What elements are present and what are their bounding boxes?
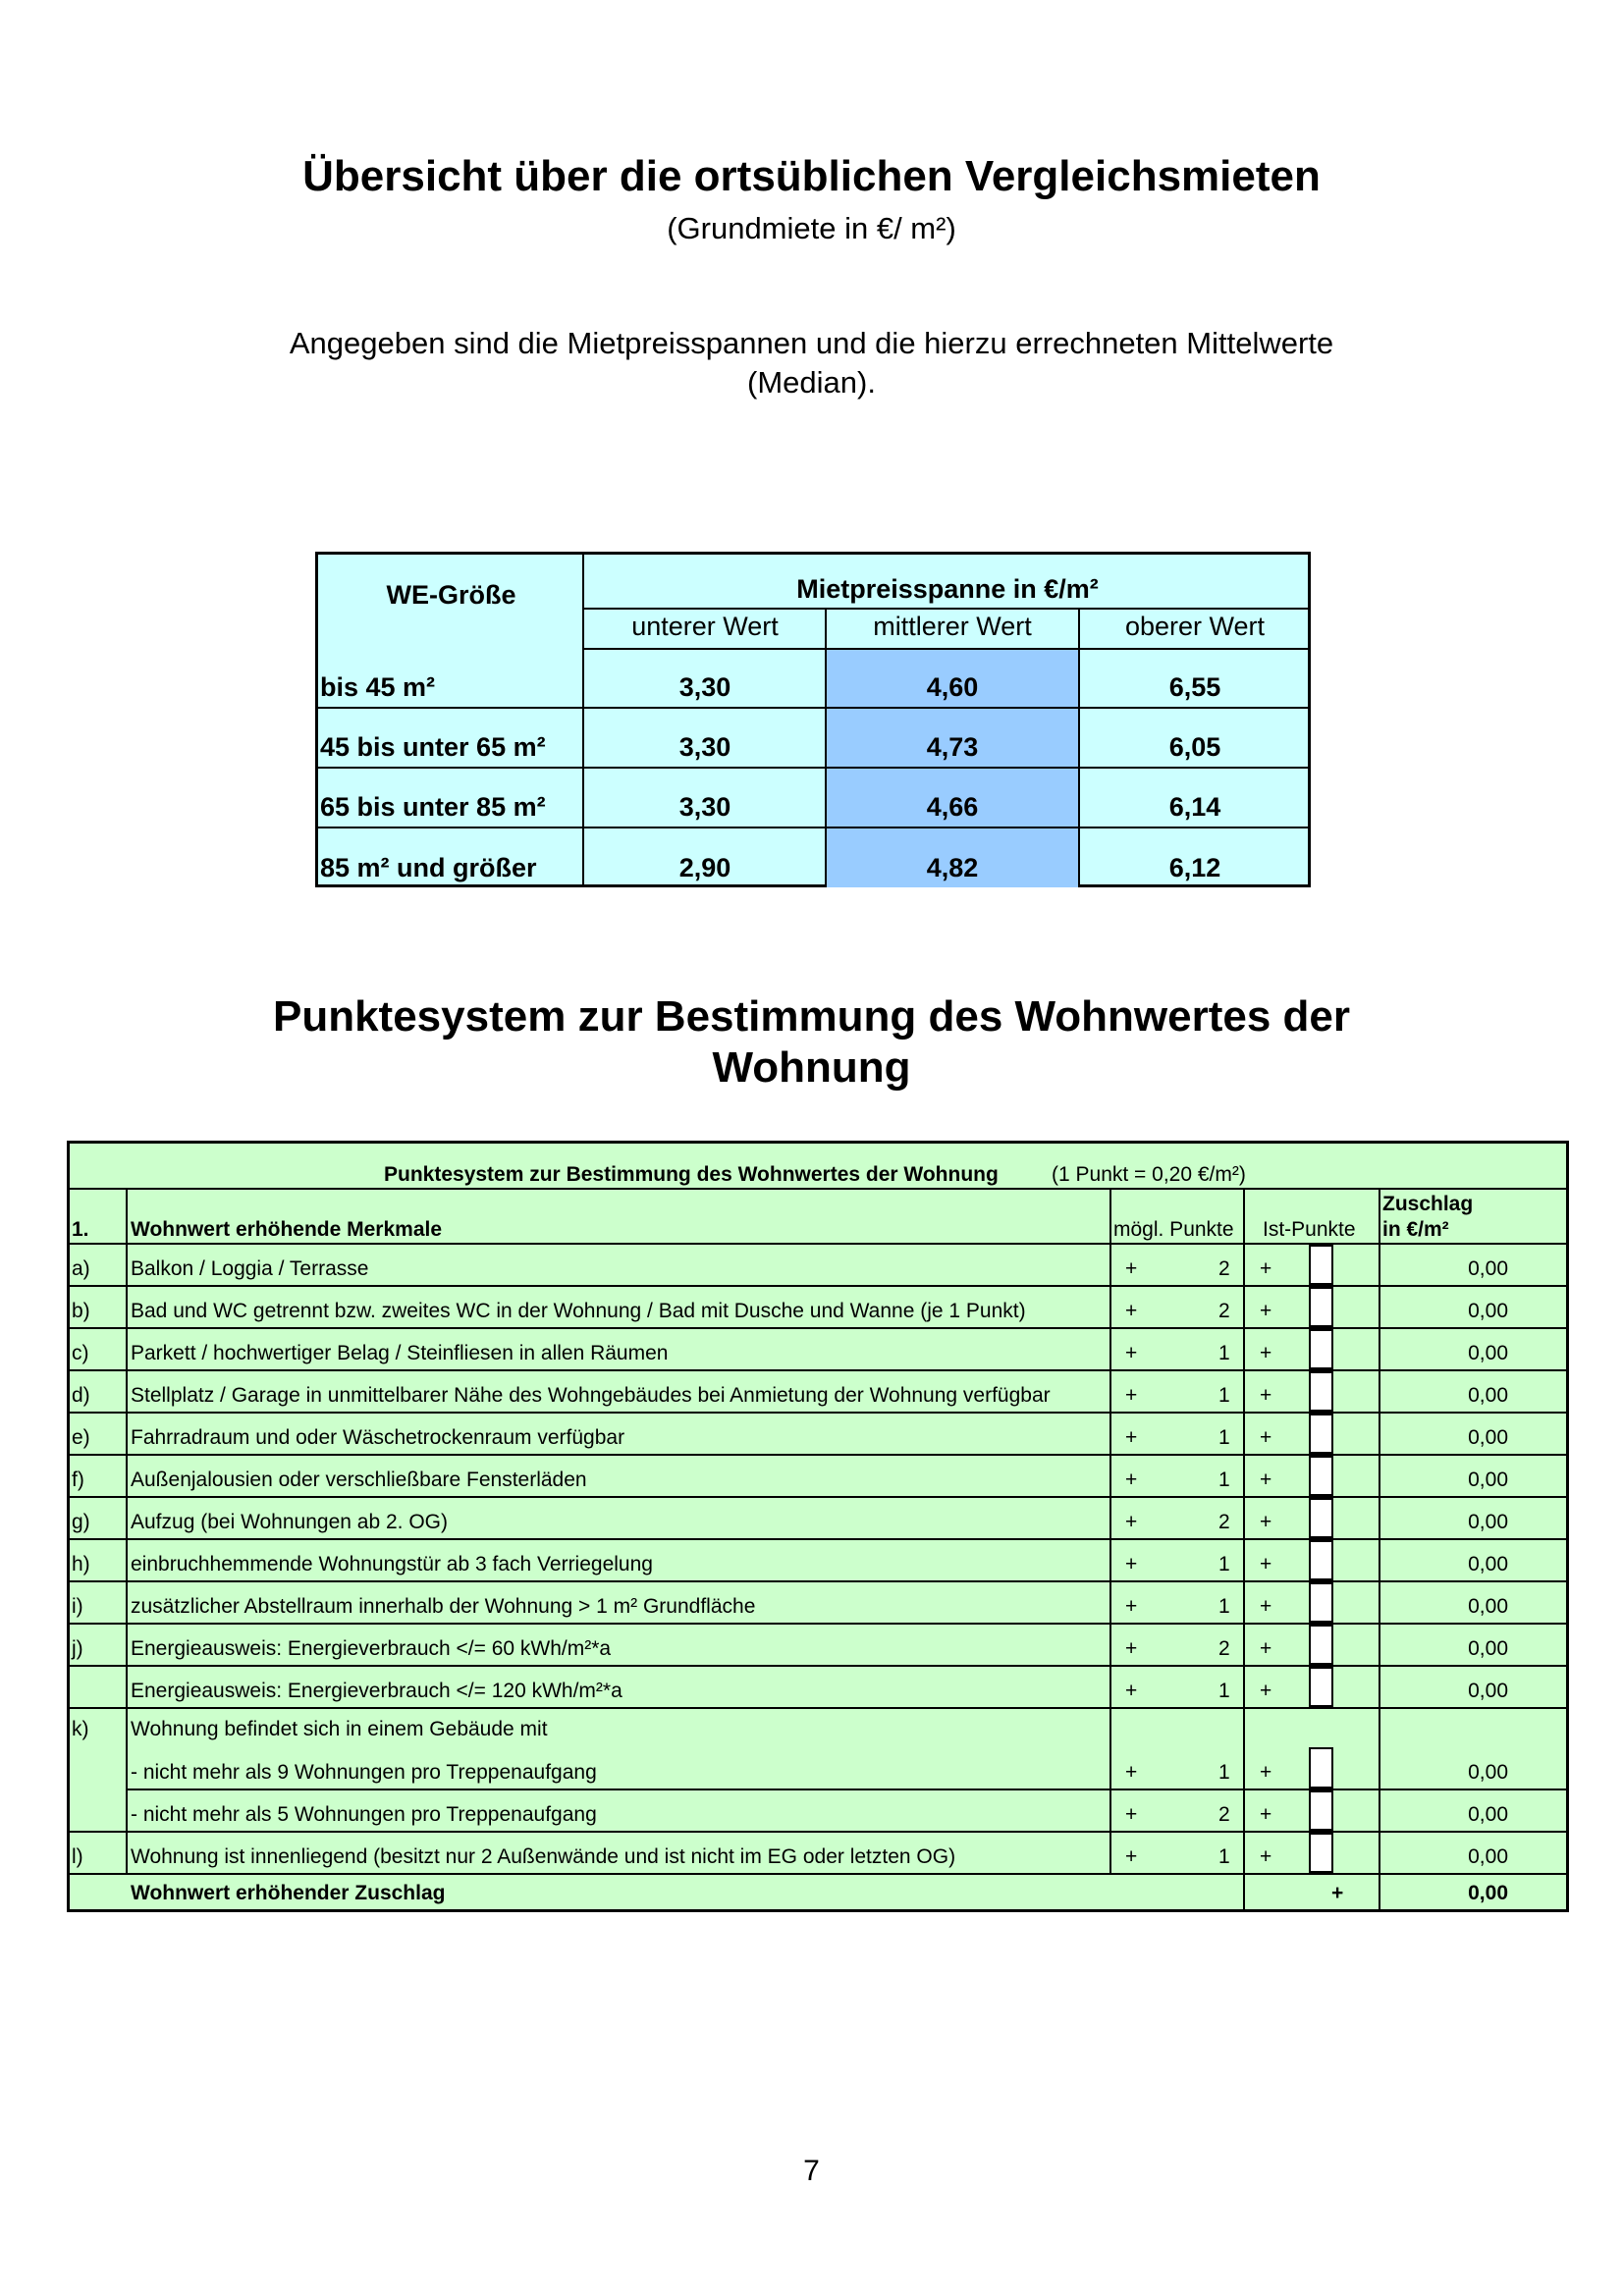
row-criterion: Bad und WC getrennt bzw. zweites WC in der Wohnung / Bad mit Dusche und Wanne (je 1 Punkt) (131, 1300, 1026, 1322)
row-possible-points: 1 (1218, 1680, 1230, 1702)
row-surcharge-value: 0,00 (1468, 1300, 1508, 1322)
row-plus: + (1125, 1680, 1138, 1702)
row-key: g) (72, 1511, 90, 1533)
row-actual-plus: + (1260, 1803, 1272, 1826)
actual-points-input[interactable] (1309, 1456, 1333, 1496)
actual-points-input[interactable] (1309, 1498, 1333, 1538)
section-label: Wohnwert erhöhende Merkmale (131, 1218, 443, 1241)
subheader-middle: mittlerer Wert (873, 612, 1032, 641)
row-plus: + (1125, 1257, 1138, 1280)
row-surcharge-value: 0,00 (1468, 1468, 1508, 1491)
row-surcharge-value: 0,00 (1468, 1595, 1508, 1618)
col-header-surcharge: Zuschlag (1382, 1193, 1474, 1215)
actual-points-input[interactable] (1309, 1747, 1333, 1789)
row-criterion: Stellplatz / Garage in unmittelbarer Nähe des Wohngebäudes bei Anmietung der Wohnung verfügbar (131, 1384, 1051, 1407)
row-possible-points: 1 (1218, 1761, 1230, 1784)
row-key: e) (72, 1426, 90, 1449)
row-criterion: Wohnung ist innenliegend (besitzt nur 2 Außenwände und ist nicht im EG oder letzten OG) (131, 1845, 956, 1868)
row-surcharge-value: 0,00 (1468, 1553, 1508, 1575)
rent-lower-value: 3,30 (678, 672, 731, 702)
rent-row-label: 45 bis unter 65 m² (320, 732, 546, 762)
row-criterion: Wohnung befindet sich in einem Gebäude mit (131, 1718, 548, 1740)
row-criterion: Parkett / hochwertiger Belag / Steinfliesen in allen Räumen (131, 1342, 669, 1364)
row-surcharge-value: 0,00 (1468, 1426, 1508, 1449)
rent-middle-value: 4,66 (926, 792, 979, 822)
rent-row-label: 85 m² und größer (320, 853, 537, 882)
row-surcharge-value: 0,00 (1468, 1803, 1508, 1826)
rent-lower-value: 3,30 (678, 732, 731, 762)
row-possible-points: 2 (1218, 1300, 1230, 1322)
row-possible-points: 1 (1218, 1595, 1230, 1618)
rent-upper-value: 6,14 (1168, 792, 1221, 822)
row-possible-points: 1 (1218, 1845, 1230, 1868)
row-surcharge-value: 0,00 (1468, 1342, 1508, 1364)
row-surcharge-value: 0,00 (1468, 1761, 1508, 1784)
row-plus: + (1125, 1300, 1138, 1322)
row-possible-points: 2 (1218, 1511, 1230, 1533)
points-caption: Punktesystem zur Bestimmung des Wohnwertes der Wohnung (384, 1163, 999, 1186)
row-criterion: - nicht mehr als 5 Wohnungen pro Treppenaufgang (131, 1803, 597, 1826)
row-actual-plus: + (1260, 1342, 1272, 1364)
row-criterion: Fahrradraum und oder Wäschetrockenraum verfügbar (131, 1426, 625, 1449)
rent-lower-value: 2,90 (678, 853, 731, 882)
actual-points-input[interactable] (1309, 1540, 1333, 1580)
row-surcharge-value: 0,00 (1468, 1637, 1508, 1660)
row-possible-points: 1 (1218, 1342, 1230, 1364)
row-criterion: - nicht mehr als 9 Wohnungen pro Treppenaufgang (131, 1761, 597, 1784)
row-key: k) (72, 1718, 89, 1740)
actual-points-input[interactable] (1309, 1790, 1333, 1831)
intro-line-1: Angegeben sind die Mietpreisspannen und die hierzu errechneten Mittelwerte (289, 326, 1334, 360)
row-surcharge-value: 0,00 (1468, 1511, 1508, 1533)
row-surcharge-value: 0,00 (1468, 1257, 1508, 1280)
row-plus: + (1125, 1803, 1138, 1826)
row-criterion: Aufzug (bei Wohnungen ab 2. OG) (131, 1511, 448, 1533)
row-possible-points: 2 (1218, 1803, 1230, 1826)
row-key: h) (72, 1553, 90, 1575)
row-actual-plus: + (1260, 1426, 1272, 1449)
actual-points-input[interactable] (1309, 1329, 1333, 1369)
row-actual-plus: + (1260, 1595, 1272, 1618)
row-plus: + (1125, 1384, 1138, 1407)
rent-upper-value: 6,05 (1168, 732, 1221, 762)
row-key: f) (72, 1468, 84, 1491)
total-plus: + (1331, 1882, 1344, 1904)
row-criterion: zusätzlicher Abstellraum innerhalb der Wohnung > 1 m² Grundfläche (131, 1595, 756, 1618)
col-header-actual-points: Ist-Punkte (1263, 1218, 1356, 1241)
row-plus: + (1125, 1426, 1138, 1449)
col-header-possible-points: mögl. Punkte (1113, 1218, 1234, 1241)
section-title-line-2: Wohnung (712, 1043, 911, 1092)
row-criterion: Energieausweis: Energieverbrauch </= 120 kWh/m²*a (131, 1680, 622, 1702)
section-title (0, 991, 1623, 1094)
row-criterion: Energieausweis: Energieverbrauch </= 60 kWh/m²*a (131, 1637, 612, 1660)
row-criterion: Außenjalousien oder verschließbare Fensterläden (131, 1468, 587, 1491)
row-key: d) (72, 1384, 90, 1407)
row-key: a) (72, 1257, 90, 1280)
row-plus: + (1125, 1637, 1138, 1660)
rent-table (315, 552, 1311, 887)
section-title-line-1: Punktesystem zur Bestimmung des Wohnwertes der (272, 992, 1350, 1041)
row-actual-plus: + (1260, 1761, 1272, 1784)
row-key: j) (72, 1637, 83, 1660)
actual-points-input[interactable] (1309, 1245, 1333, 1285)
rent-row-label: 65 bis unter 85 m² (320, 792, 546, 822)
row-criterion: Balkon / Loggia / Terrasse (131, 1257, 369, 1280)
subheader-lower: unterer Wert (631, 612, 779, 641)
subheader-upper: oberer Wert (1124, 612, 1266, 641)
row-actual-plus: + (1260, 1300, 1272, 1322)
intro-text (0, 324, 1623, 402)
actual-points-input[interactable] (1309, 1414, 1333, 1454)
row-criterion: einbruchhemmende Wohnungstür ab 3 fach Verriegelung (131, 1553, 653, 1575)
row-key: i) (72, 1595, 83, 1618)
row-possible-points: 1 (1218, 1553, 1230, 1575)
actual-points-input[interactable] (1309, 1287, 1333, 1327)
row-key: b) (72, 1300, 90, 1322)
rent-upper-value: 6,12 (1168, 853, 1221, 882)
row-surcharge-value: 0,00 (1468, 1384, 1508, 1407)
row-plus: + (1125, 1845, 1138, 1868)
page-title: Übersicht über die ortsüblichen Vergleichsmieten (302, 152, 1321, 200)
row-plus: + (1125, 1595, 1138, 1618)
col-header-surcharge-unit: in €/m² (1382, 1218, 1449, 1241)
col-header-size: WE-Größe (386, 580, 516, 610)
total-label: Wohnwert erhöhender Zuschlag (131, 1882, 446, 1904)
points-caption-note: (1 Punkt = 0,20 €/m²) (1052, 1163, 1246, 1186)
rent-middle-value: 4,82 (926, 853, 979, 882)
rent-middle-value: 4,73 (926, 732, 979, 762)
actual-points-input[interactable] (1309, 1625, 1333, 1665)
row-surcharge-value: 0,00 (1468, 1680, 1508, 1702)
actual-points-input[interactable] (1309, 1371, 1333, 1412)
row-actual-plus: + (1260, 1468, 1272, 1491)
row-surcharge-value: 0,00 (1468, 1845, 1508, 1868)
row-actual-plus: + (1260, 1384, 1272, 1407)
page-subtitle: (Grundmiete in €/ m²) (667, 211, 956, 245)
row-actual-plus: + (1260, 1637, 1272, 1660)
points-table (67, 1141, 1569, 1912)
row-key: l) (72, 1845, 83, 1868)
row-plus: + (1125, 1761, 1138, 1784)
row-plus: + (1125, 1511, 1138, 1533)
col-header-span: Mietpreisspanne in €/m² (796, 574, 1099, 604)
row-possible-points: 2 (1218, 1637, 1230, 1660)
actual-points-input[interactable] (1309, 1667, 1333, 1707)
rent-upper-value: 6,55 (1168, 672, 1221, 702)
actual-points-input[interactable] (1309, 1582, 1333, 1623)
rent-row-label: bis 45 m² (320, 672, 436, 702)
actual-points-input[interactable] (1309, 1833, 1333, 1873)
row-plus: + (1125, 1553, 1138, 1575)
row-plus: + (1125, 1468, 1138, 1491)
row-plus: + (1125, 1342, 1138, 1364)
rent-middle-value: 4,60 (926, 672, 979, 702)
total-value: 0,00 (1468, 1882, 1508, 1904)
row-possible-points: 1 (1218, 1468, 1230, 1491)
row-actual-plus: + (1260, 1680, 1272, 1702)
row-possible-points: 2 (1218, 1257, 1230, 1280)
intro-line-2: (Median). (747, 365, 876, 400)
rent-lower-value: 3,30 (678, 792, 731, 822)
section-number: 1. (72, 1218, 89, 1241)
row-actual-plus: + (1260, 1845, 1272, 1868)
row-possible-points: 1 (1218, 1426, 1230, 1449)
row-key: c) (72, 1342, 89, 1364)
row-actual-plus: + (1260, 1257, 1272, 1280)
row-actual-plus: + (1260, 1553, 1272, 1575)
row-possible-points: 1 (1218, 1384, 1230, 1407)
page-number: 7 (803, 2155, 820, 2187)
row-actual-plus: + (1260, 1511, 1272, 1533)
